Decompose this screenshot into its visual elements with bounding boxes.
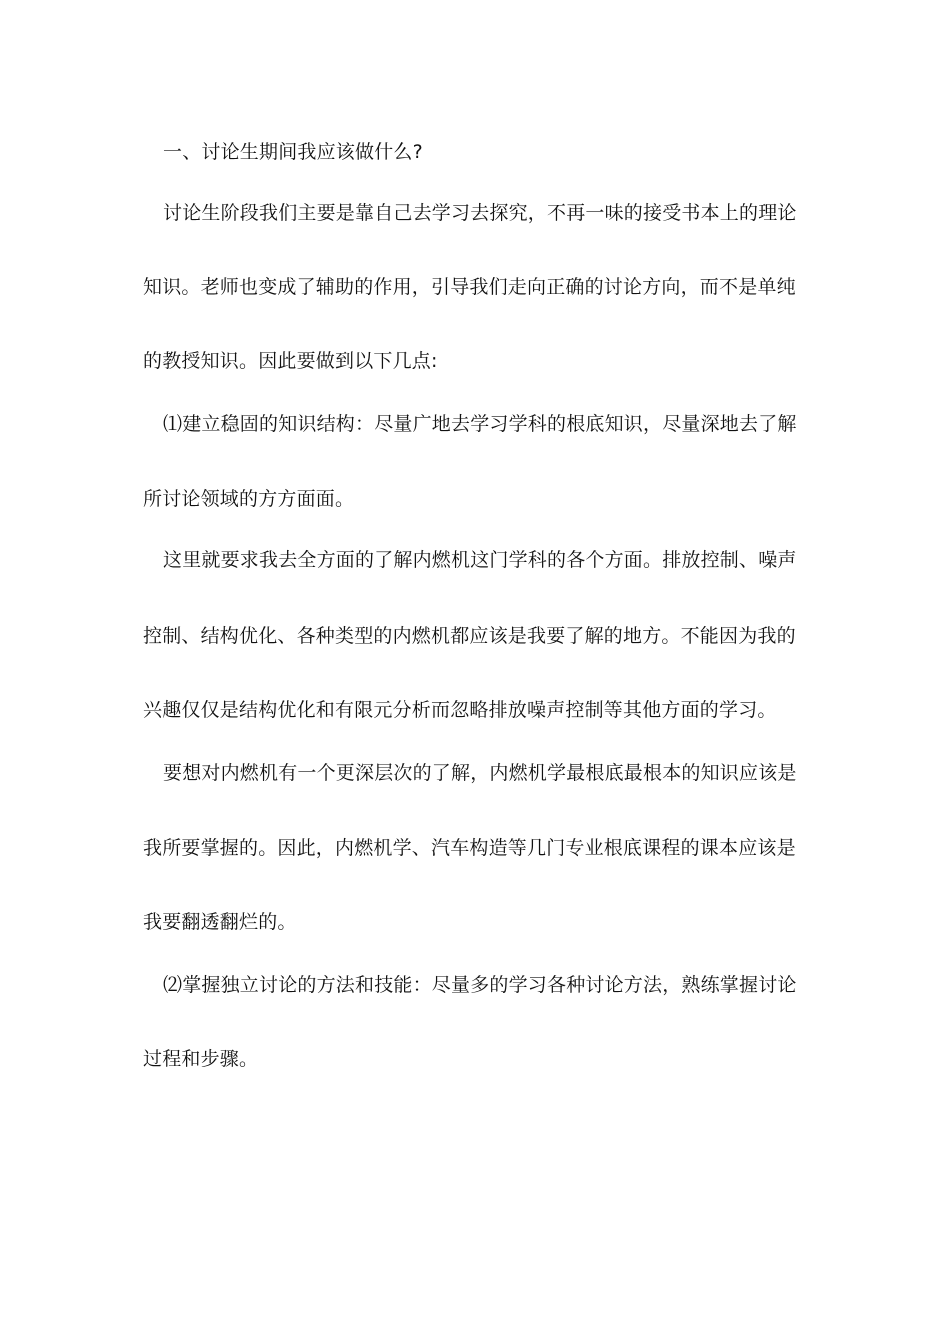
paragraph-line: 讨论生阶段我们主要是靠自己去学习去探究，不再一味的接受书本上的理论: [163, 202, 797, 224]
section-heading: 一、讨论生期间我应该做什么?: [163, 141, 423, 163]
list-item-1-line: 所讨论领域的方方面面。: [143, 488, 355, 510]
paragraph-line: 的教授知识。因此要做到以下几点:: [143, 350, 438, 372]
paragraph-line: 控制、结构优化、各种类型的内燃机都应该是我要了解的地方。不能因为我的: [143, 625, 796, 647]
paragraph-line: 知识。老师也变成了辅助的作用，引导我们走向正确的讨论方向，而不是单纯: [143, 276, 796, 298]
paragraph-line: 兴趣仅仅是结构优化和有限元分析而忽略排放噪声控制等其他方面的学习。: [143, 699, 777, 721]
paragraph-line: 要想对内燃机有一个更深层次的了解，内燃机学最根底最根本的知识应该是: [163, 762, 797, 784]
paragraph-line: 我要翻透翻烂的。: [143, 911, 297, 933]
paragraph-line: 我所要掌握的。因此，内燃机学、汽车构造等几门专业根底课程的课本应该是: [143, 837, 796, 859]
paragraph-line: 这里就要求我去全方面的了解内燃机这门学科的各个方面。排放控制、噪声: [163, 549, 797, 571]
list-item-2-line: ⑵掌握独立讨论的方法和技能：尽量多的学习各种讨论方法，熟练掌握讨论: [163, 974, 797, 996]
list-item-2-line: 过程和步骤。: [143, 1048, 259, 1070]
list-item-1-line: ⑴建立稳固的知识结构：尽量广地去学习学科的根底知识，尽量深地去了解: [163, 413, 797, 435]
